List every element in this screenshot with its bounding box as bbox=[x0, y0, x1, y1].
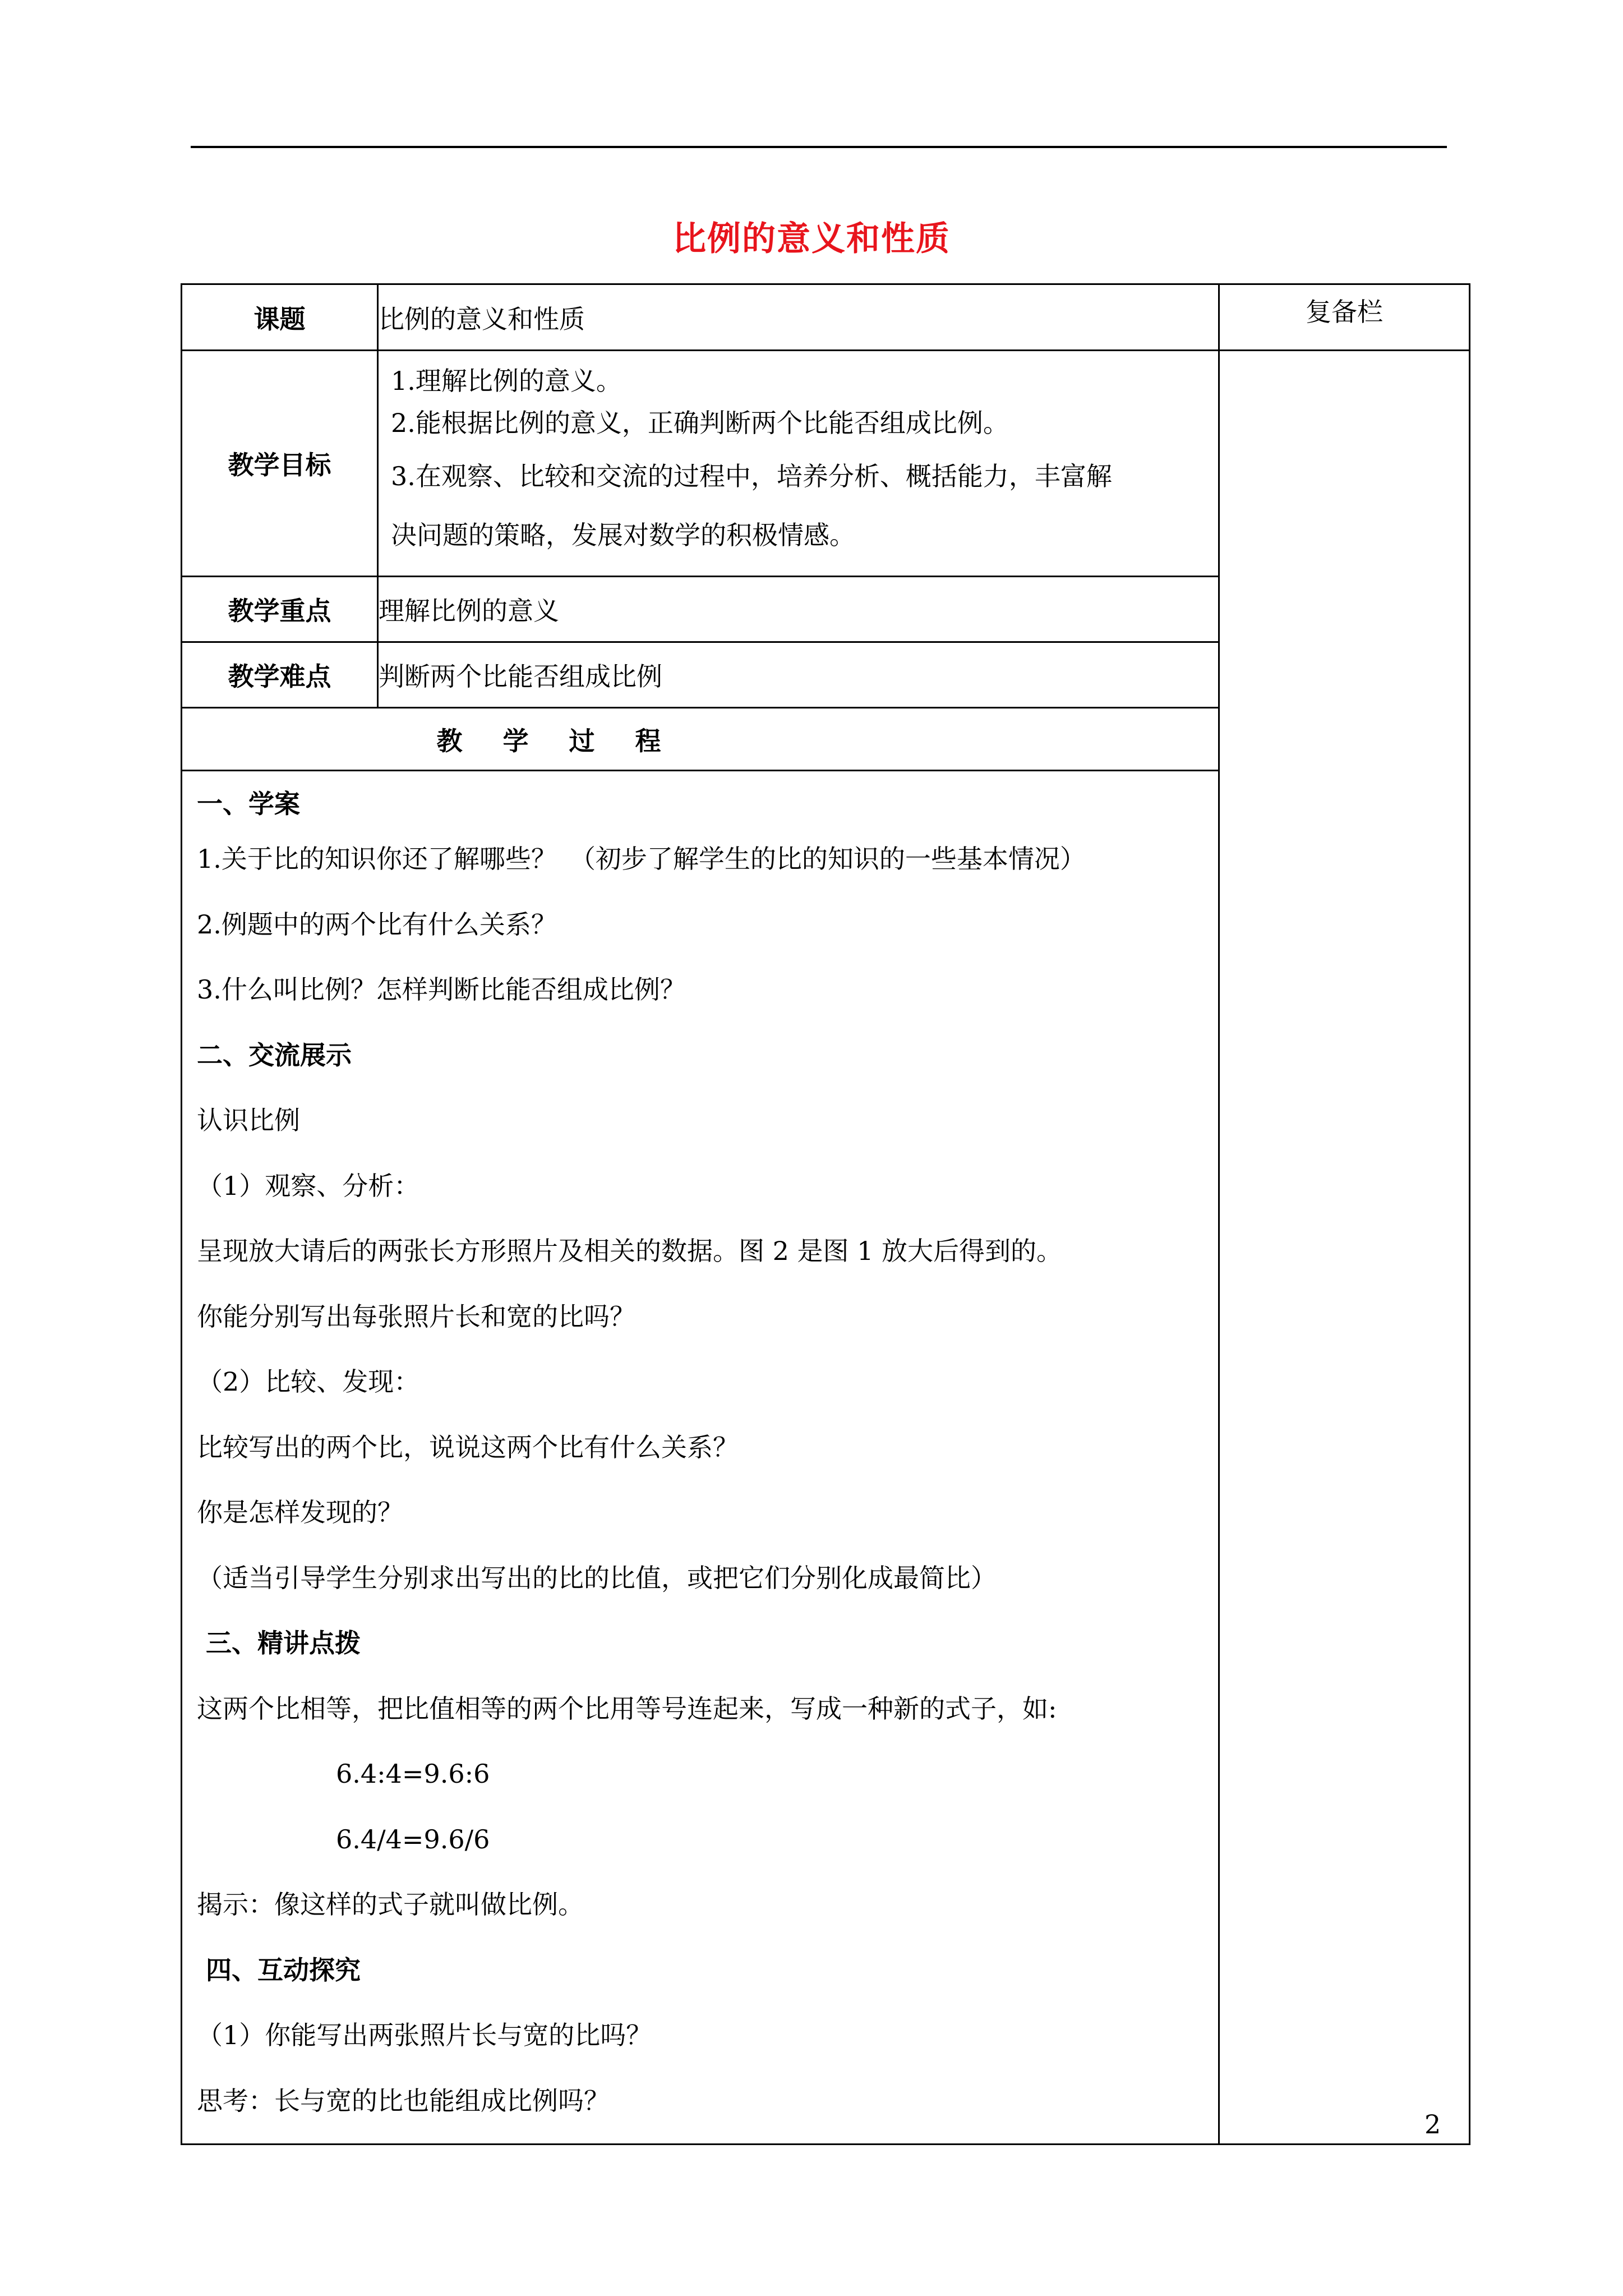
goals-row bbox=[182, 351, 1470, 577]
key-point-label: 教学重点 bbox=[182, 577, 378, 642]
difficulty-value: 判断两个比能否组成比例 bbox=[378, 642, 1219, 708]
goal-item: 3.在观察、比较和交流的过程中，培养分析、概括能力，丰富解 bbox=[391, 461, 1112, 491]
section-heading: 三、精讲点拨 bbox=[197, 1628, 361, 1658]
list-item: 1.关于比的知识你还了解哪些？ （初步了解学生的比的知识的一些基本情况） bbox=[197, 844, 1086, 874]
teaching-process-heading: 教 学 过 程 bbox=[182, 708, 1219, 771]
paragraph: 比较写出的两个比，说说这两个比有什么关系？ bbox=[197, 1432, 739, 1462]
section-heading: 一、学案 bbox=[197, 789, 300, 819]
page-number: 2 bbox=[1424, 2109, 1441, 2139]
goals-label: 教学目标 bbox=[182, 351, 378, 577]
paragraph: （1）观察、分析： bbox=[197, 1170, 420, 1201]
lesson-plan-table bbox=[181, 283, 1470, 2145]
review-column bbox=[1219, 351, 1470, 2145]
paragraph: 认识比例 bbox=[197, 1105, 300, 1135]
equation: 6.4/4=9.6/6 bbox=[336, 1824, 490, 1855]
teaching-process-content bbox=[182, 771, 1219, 2145]
paragraph: （2）比较、发现： bbox=[197, 1366, 420, 1397]
paragraph: 揭示：像这样的式子就叫做比例。 bbox=[197, 1889, 584, 1920]
goal-item: 决问题的策略，发展对数学的积极情感。 bbox=[391, 520, 855, 550]
topic-value: 比例的意义和性质 bbox=[378, 284, 1219, 351]
equation: 6.4:4=9.6:6 bbox=[336, 1759, 490, 1789]
header-rule bbox=[191, 146, 1447, 148]
topic-label: 课题 bbox=[182, 284, 378, 351]
section-heading: 二、交流展示 bbox=[197, 1039, 352, 1070]
section-heading: 四、互动探究 bbox=[197, 1954, 361, 1985]
paragraph: 你能分别写出每张照片长和宽的比吗？ bbox=[197, 1301, 635, 1332]
review-column-header: 复备栏 bbox=[1219, 284, 1470, 351]
goals-list bbox=[378, 351, 1219, 577]
paragraph: （适当引导学生分别求出写出的比的比值，或把它们分别化成最简比） bbox=[197, 1562, 997, 1593]
document-title: 比例的意义和性质 bbox=[672, 219, 951, 259]
paragraph: 呈现放大请后的两张长方形照片及相关的数据。图 2 是图 1 放大后得到的。 bbox=[197, 1236, 1063, 1266]
paragraph: 你是怎样发现的？ bbox=[197, 1497, 403, 1527]
list-item: 3.什么叫比例？怎样判断比能否组成比例？ bbox=[197, 974, 686, 1005]
list-item: 2.例题中的两个比有什么关系？ bbox=[197, 909, 557, 940]
topic-row bbox=[182, 284, 1470, 351]
goal-item: 2.能根据比例的意义，正确判断两个比能否组成比例。 bbox=[391, 408, 1009, 438]
goal-item: 1.理解比例的意义。 bbox=[391, 366, 622, 396]
key-point-value: 理解比例的意义 bbox=[378, 577, 1219, 642]
paragraph: 这两个比相等，把比值相等的两个比用等号连起来，写成一种新的式子，如: bbox=[197, 1693, 1057, 1724]
paragraph: 思考：长与宽的比也能组成比例吗？ bbox=[197, 2085, 610, 2116]
paragraph: （1）你能写出两张照片长与宽的比吗？ bbox=[197, 2020, 652, 2050]
difficulty-label: 教学难点 bbox=[182, 642, 378, 708]
